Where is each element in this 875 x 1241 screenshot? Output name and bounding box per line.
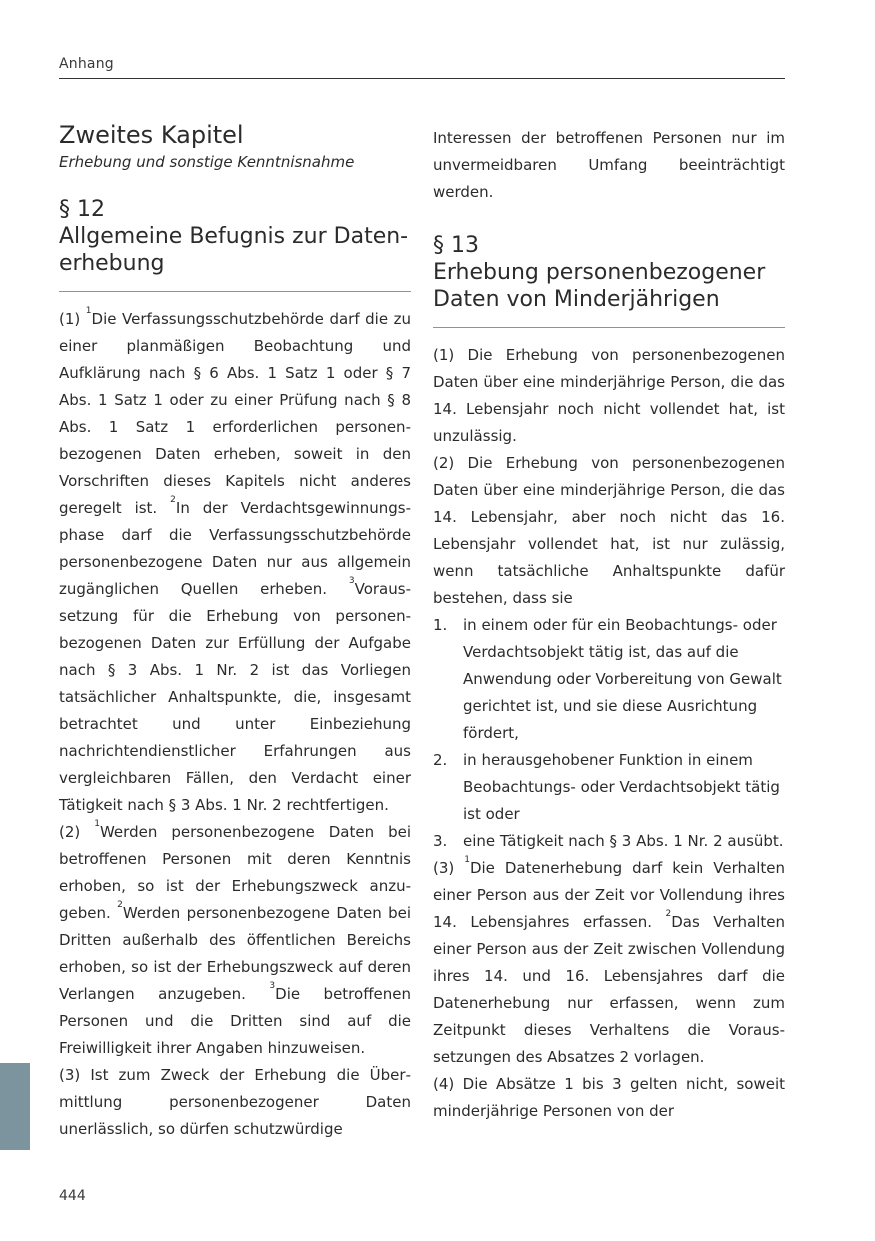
sentence-number: 1 — [85, 306, 92, 316]
chapter-subtitle: Erhebung und sonstige Kenntnisnahme — [59, 153, 355, 171]
section-13-paragraph-4: (4) Die Absätze 1 bis 3 gelten nicht, soweit minderjährige Personen von der — [433, 1075, 785, 1120]
sentence: Voraussetzung für die Erhebung von personenbezogenen Daten zur Erfüllung der Aufgabe nach § 3 Abs. 1 Nr. 2 ist das Vorliegen tatsächlicher Anhaltspunkte, die, insgesamt betrachtet und unter Einbeziehung nachrichtendienstlicher Erfahrungen aus vergleichbaren Fällen, den Verdacht einer Tätigkeit nach § 3 Abs. 1 Nr. 2 rechtfertigen. — [59, 580, 411, 814]
section-13-paragraph-3 — [433, 855, 785, 1071]
section-13-item-list — [433, 612, 785, 855]
section-12-paragraph-2 — [59, 819, 411, 1062]
sentence: Die betroffenen Personen und die Dritten sind auf die Freiwilligkeit ihrer Angaben hinzuweisen. — [59, 985, 411, 1057]
sentence-number: 1 — [464, 855, 470, 865]
left-column — [59, 120, 411, 1143]
sentence: Das Verhalten einer Person aus der Zeit zwischen Vollendung ihres 14. und 16. Lebensjahres darf die Datenerhebung nur erfassen, wenn zum Zeitpunkt dieses Verhaltens die Voraussetzungen des Absatzes 2 vorlagen. — [433, 913, 785, 1066]
sentence-number: 3 — [269, 981, 276, 991]
section-13-title-line2: Daten von Minderjährigen — [433, 287, 720, 312]
list-item — [433, 828, 785, 855]
section-12-title-line2: erhebung — [59, 251, 165, 276]
sentence: Werden personenbezogene Daten bei Dritten außerhalb des öffentlichen Bereichs erhoben, so ist der Erhebungszweck auf deren Verlangen anzugeben. — [59, 904, 412, 1003]
section-12-number: § 12 — [59, 197, 105, 222]
list-item — [433, 747, 785, 828]
section-12-rule — [59, 291, 411, 292]
header-rule — [59, 78, 785, 79]
sentence-number: 1 — [94, 819, 100, 829]
paragraph-label: (2) — [59, 823, 95, 841]
section-13-rule — [433, 327, 785, 328]
paragraph-label: (3) — [433, 859, 465, 877]
sentence-number: 2 — [117, 900, 123, 910]
list-item — [433, 612, 785, 747]
section-13-title — [433, 259, 785, 313]
right-column — [433, 125, 785, 1125]
chapter-title: Zweites Kapitel — [59, 121, 244, 149]
sentence-number: 2 — [170, 495, 176, 505]
section-13-paragraph-1: (1) Die Erhebung von personenbezogenen Daten über eine minderjährige Person, die das 14. Lebensjahr noch nicht vollendet hat, ist unzulässig. — [433, 346, 785, 445]
sentence-number: 2 — [665, 909, 672, 919]
sentence: Werden personenbezogene Daten bei betroffenen Personen mit deren Kenntnis erhoben, so ist der Erhebungszweck anzugeben. — [59, 823, 412, 922]
section-12-title-line1: Allgemeine Befugnis zur Daten- — [59, 224, 409, 249]
list-item-number: 1. — [433, 616, 448, 634]
paragraph-label: (1) — [59, 310, 86, 328]
section-13-number: § 13 — [433, 233, 479, 258]
sentence-number: 3 — [348, 576, 355, 586]
sentence: Die Verfassungsschutzbehörde darf die zu einer planmäßigen Beobachtung und Aufklärung nach § 6 Abs. 1 Satz 1 oder § 7 Abs. 1 Satz 1 oder zu einer Prüfung nach § 8 Abs. 1 Satz 1 erforderlichen personenbezogenen Daten erheben, soweit in den Vorschriften dieses Kapitels nicht anderes geregelt ist. — [59, 310, 411, 517]
section-12-paragraph-1 — [59, 306, 411, 819]
list-item-number: 2. — [433, 751, 448, 769]
list-item-text: eine Tätigkeit nach § 3 Abs. 1 Nr. 2 ausübt. — [463, 832, 784, 850]
page-number: 444 — [59, 1188, 86, 1204]
section-12-paragraph-3-continued: Interessen der betroffenen Personen nur im unvermeidbaren Umfang beeinträchtigt werden. — [433, 129, 785, 201]
list-item-number: 3. — [433, 832, 448, 850]
list-item-text: in herausgehobener Funktion in einem Beobachtungs- oder Verdachtsobjekt tätig ist oder — [463, 751, 780, 823]
chapter-side-tab — [0, 1063, 30, 1150]
sentence: In der Verdachtsgewinnungsphase darf die Verfassungsschutzbehörde personenbezogene Daten nur aus allgemein zugänglichen Quellen erheben. — [59, 499, 411, 598]
section-13-title-line1: Erhebung personenbezogener — [433, 260, 766, 285]
section-13-paragraph-2: (2) Die Erhebung von personenbezogenen Daten über eine minderjährige Person, die das 14. Lebensjahr, aber noch nicht das 16. Lebensjahr vollendet hat, ist nur zulässig, wenn tatsächliche Anhaltspunkte dafür bestehen, dass sie — [433, 454, 785, 607]
section-12-title — [59, 223, 411, 277]
section-12-paragraph-3: (3) Ist zum Zweck der Erhebung die Übermittlung personenbezogener Daten unerlässlich, so dürfen schutzwürdige — [59, 1066, 411, 1138]
list-item-text: in einem oder für ein Beobachtungs- oder Verdachtsobjekt tätig ist, das auf die Anwendung oder Vorbereitung von Gewalt gerichtet ist, und sie diese Ausrichtung fördert, — [463, 616, 782, 742]
sentence: Die Datenerhebung darf kein Verhalten einer Person aus der Zeit vor Vollendung ihres 14. Lebensjahres erfassen. — [433, 859, 785, 931]
running-head: Anhang — [59, 56, 114, 72]
